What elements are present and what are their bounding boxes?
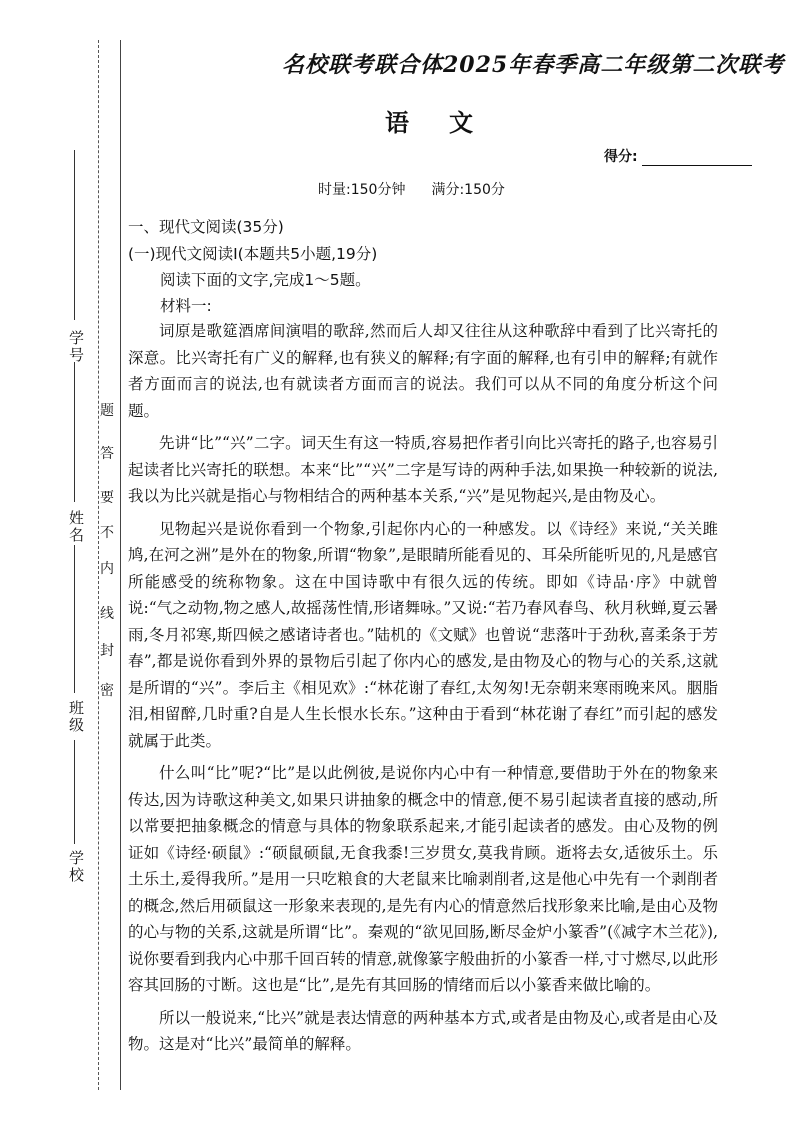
student-id-field[interactable] [74, 150, 75, 320]
paragraph: 见物起兴是说你看到一个物象,引起你内心的一种感发。以《诗经》来说,“关关雎鸠,在河之洲”是外在的物象,所谓“物象”,是眼睛所能看见的、耳朵所能听见的,凡是感官所能感受的统称物象。这在中国诗歌中有很久远的传统。即如《诗品·序》中就曾说:“气之动物,物之感人,故摇荡性情,形诸舞咏。”又说:“若乃春风春鸟、秋月秋蝉,夏云暑雨,冬月祁寒,斯四候之感诸诗者也。”陆机的《文赋》也曾说“悲落叶于劲秋,喜柔条于芳春”,都是说你看到外界的景物后引起了你内心的感发,是由物及心的物与心的关系,这就是所谓的“兴”。李后主《相见欢》:“林花谢了春红,太匆匆!无奈朝来寒雨晚来风。胭脂泪,相留醉,几时重?自是人生长恨水长东。”这种由于看到“林花谢了春红”而引起的感发就属于此类。 [128, 519, 718, 750]
section-heading: 一、现代文阅读(35分) [128, 218, 284, 236]
paragraph: 所以一般说来,“比兴”就是表达情意的两种基本方式,或者是由物及心,或者是由心及物。这是对“比兴”最简单的解释。 [128, 1008, 718, 1053]
school-label: 学校 [67, 850, 85, 884]
subsection-heading: (一)现代文阅读Ⅰ(本题共5小题,19分) [128, 245, 378, 263]
exam-title: 名校联考联合体2025年春季高二年级第二次联考 [282, 52, 785, 78]
class-field[interactable] [74, 545, 75, 693]
seal-char: 封 [100, 643, 114, 659]
score-area [604, 146, 752, 166]
seal-char: 不 [100, 525, 114, 541]
full-score: 满分:150分 [431, 182, 505, 198]
name-label: 姓名 [67, 510, 85, 544]
name-field[interactable] [74, 362, 75, 502]
seal-char: 内 [100, 561, 114, 577]
binding-solid-line [120, 40, 121, 1090]
paragraph: 什么叫“比”呢?“比”是以此例彼,是说你内心中有一种情意,要借助于外在的物象来传达,因为诗歌这种美文,如果只讲抽象的概念中的情意,便不易引起读者直接的感动,所以常要把抽象概念的情意与具体的物象联系起来,才能引起读者的感发。由心及物的例证如《诗经·硕鼠》:“硕鼠硕鼠,无食我黍!三岁贯女,莫我肯顾。逝将去女,适彼乐土。乐土乐土,爰得我所。”是用一只吃粮食的大老鼠来比喻剥削者,这是他心中先有一个剥削者的概念,然后用硕鼠这一形象来表现的,是先有内心的情意然后找形象来比喻,是由心及物的心与物的关系,这就是所谓“比”。秦观的“欲见回肠,断尽金炉小篆香”(《减字木兰花》),说你要看到我内心中那千回百转的情意,就像篆字般曲折的小篆香一样,寸寸燃尽,以此形容其回肠的寸断。这也是“比”,是先有其回肠的情绪而后以小篆香来做比喻的。 [128, 764, 718, 994]
time-limit: 时量:150分钟 [318, 182, 406, 198]
paragraph: 先讲“比”“兴”二字。词天生有这一特质,容易把作者引向比兴寄托的路子,也容易引起读者比兴寄托的联想。本来“比”“兴”二字是写诗的两种手法,如果换一种较新的说法,我以为比兴就是指心与物相结合的两种基本关系,“兴”是见物起兴,是由物及心。 [128, 434, 718, 505]
seal-char: 题 [100, 403, 114, 419]
class-label: 班级 [67, 700, 85, 734]
school-field[interactable] [74, 740, 75, 844]
exam-meta [318, 179, 531, 199]
score-label: 得分: [604, 149, 638, 165]
seal-char: 要 [100, 490, 114, 506]
binding-margin [0, 0, 125, 1130]
seal-char: 答 [100, 446, 114, 462]
article-body [128, 318, 718, 1064]
paragraph: 词原是歌筵酒席间演唱的歌辞,然而后人却又往往从这种歌辞中看到了比兴寄托的深意。比兴寄托有广义的解释,也有狭义的解释;有字面的解释,也有引申的解释;有就作者方面而言的说法,也有就读者方面而言的说法。我们可以从不同的角度分析这个问题。 [128, 322, 718, 420]
reading-instruction: 阅读下面的文字,完成1～5题。 [160, 271, 371, 289]
seal-char: 线 [100, 606, 114, 622]
material-label: 材料一: [160, 297, 212, 315]
binding-dashed-line [98, 40, 99, 1090]
student-id-label: 学号 [67, 330, 85, 364]
subject-title: 语文 [385, 109, 513, 137]
seal-char: 密 [100, 683, 114, 699]
score-field[interactable] [642, 149, 752, 166]
